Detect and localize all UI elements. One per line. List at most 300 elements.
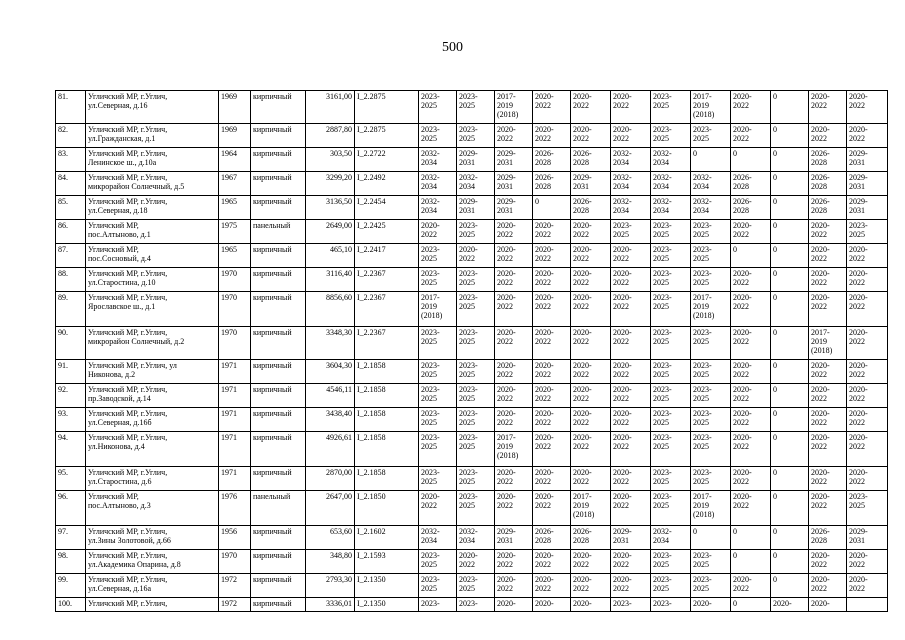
wall-material: кирпичный bbox=[251, 408, 306, 432]
term-col-9: 2020- 2022 bbox=[495, 574, 533, 598]
address: Угличский МР, г.Углич, ул.Старостина, д.10 bbox=[86, 268, 219, 292]
rating-code: I_2.1858 bbox=[355, 360, 419, 384]
term-col-15: 0 bbox=[731, 244, 771, 268]
term-col-15: 0 bbox=[731, 598, 771, 612]
term-col-8: 2023- 2025 bbox=[457, 432, 495, 467]
term-col-17: 2020- 2022 bbox=[809, 467, 847, 491]
term-col-17: 2020- 2022 bbox=[809, 384, 847, 408]
term-col-14: 2023- 2025 bbox=[691, 384, 731, 408]
term-col-11: 2020- 2022 bbox=[571, 467, 611, 491]
term-col-15: 2020- 2022 bbox=[731, 384, 771, 408]
term-col-14: 2023- 2025 bbox=[691, 574, 731, 598]
term-col-14: 2023- 2025 bbox=[691, 244, 731, 268]
row-number: 96. bbox=[56, 491, 86, 526]
year-built: 1976 bbox=[219, 491, 251, 526]
term-col-12: 2020- 2022 bbox=[611, 268, 651, 292]
term-col-15: 2020- 2022 bbox=[731, 220, 771, 244]
wall-material: панельный bbox=[251, 491, 306, 526]
term-col-18: 2020- 2022 bbox=[847, 432, 888, 467]
total-area: 3299,20 bbox=[306, 172, 355, 196]
term-col-18: 2020- 2022 bbox=[847, 91, 888, 124]
term-col-10: 2020- 2022 bbox=[533, 408, 571, 432]
table-row bbox=[56, 327, 888, 360]
term-col-15: 0 bbox=[731, 526, 771, 550]
term-col-13: 2023- 2025 bbox=[651, 408, 691, 432]
term-col-7: 2023- 2025 bbox=[419, 360, 457, 384]
term-col-7: 2017- 2019 (2018) bbox=[419, 292, 457, 327]
term-col-11: 2020- 2022 bbox=[571, 327, 611, 360]
total-area: 4546,11 bbox=[306, 384, 355, 408]
term-col-9: 2020- 2022 bbox=[495, 360, 533, 384]
row-number: 95. bbox=[56, 467, 86, 491]
term-col-13: 2023- 2025 bbox=[651, 292, 691, 327]
wall-material: кирпичный bbox=[251, 91, 306, 124]
term-col-11: 2029- 2031 bbox=[571, 172, 611, 196]
row-number: 82. bbox=[56, 124, 86, 148]
row-number: 94. bbox=[56, 432, 86, 467]
term-col-7: 2023- 2025 bbox=[419, 327, 457, 360]
total-area: 3161,00 bbox=[306, 91, 355, 124]
term-col-17: 2026- 2028 bbox=[809, 172, 847, 196]
term-col-8: 2023- 2025 bbox=[457, 574, 495, 598]
year-built: 1956 bbox=[219, 526, 251, 550]
term-col-10: 2020- 2022 bbox=[533, 574, 571, 598]
term-col-16: 0 bbox=[771, 268, 809, 292]
term-col-17: 2020- 2022 bbox=[809, 574, 847, 598]
rating-code: I_2.1858 bbox=[355, 432, 419, 467]
term-col-9: 2020- 2022 bbox=[495, 124, 533, 148]
term-col-15: 2020- 2022 bbox=[731, 360, 771, 384]
term-col-16: 0 bbox=[771, 172, 809, 196]
term-col-8: 2020- 2022 bbox=[457, 550, 495, 574]
term-col-12: 2023- bbox=[611, 598, 651, 612]
term-col-16: 0 bbox=[771, 526, 809, 550]
total-area: 3116,40 bbox=[306, 268, 355, 292]
term-col-12: 2029- 2031 bbox=[611, 526, 651, 550]
term-col-8: 2032- 2034 bbox=[457, 526, 495, 550]
term-col-18: 2020- 2022 bbox=[847, 384, 888, 408]
address: Угличский МР, г.Углич, ул.Старостина, д.6 bbox=[86, 467, 219, 491]
term-col-15: 2020- 2022 bbox=[731, 467, 771, 491]
address: Угличский МР, г.Углич, ул.Северная, д.16а bbox=[86, 574, 219, 598]
rating-code: I_2.1858 bbox=[355, 384, 419, 408]
term-col-7: 2020- 2022 bbox=[419, 220, 457, 244]
term-col-15: 2020- 2022 bbox=[731, 292, 771, 327]
term-col-9: 2020- 2022 bbox=[495, 408, 533, 432]
term-col-7: 2023- 2025 bbox=[419, 574, 457, 598]
rating-code: I_2.2722 bbox=[355, 148, 419, 172]
term-col-16: 0 bbox=[771, 148, 809, 172]
term-col-14: 2023- 2025 bbox=[691, 360, 731, 384]
term-col-15: 2020- 2022 bbox=[731, 491, 771, 526]
term-col-18: 2020- 2022 bbox=[847, 574, 888, 598]
page-number: 500 bbox=[442, 40, 463, 55]
term-col-13: 2023- 2025 bbox=[651, 491, 691, 526]
term-col-16: 2020- bbox=[771, 598, 809, 612]
term-col-9: 2029- 2031 bbox=[495, 526, 533, 550]
rating-code: I_2.2875 bbox=[355, 91, 419, 124]
term-col-10: 2020- 2022 bbox=[533, 432, 571, 467]
year-built: 1971 bbox=[219, 467, 251, 491]
term-col-16: 0 bbox=[771, 384, 809, 408]
term-col-9: 2020- 2022 bbox=[495, 220, 533, 244]
address: Угличский МР, г.Углич, микрорайон Солнечный, д.5 bbox=[86, 172, 219, 196]
row-number: 88. bbox=[56, 268, 86, 292]
term-col-17: 2020- 2022 bbox=[809, 124, 847, 148]
term-col-10: 2020- 2022 bbox=[533, 550, 571, 574]
year-built: 1971 bbox=[219, 408, 251, 432]
wall-material: панельный bbox=[251, 220, 306, 244]
housing-register-table bbox=[55, 90, 888, 612]
term-col-11: 2020- 2022 bbox=[571, 360, 611, 384]
total-area: 4926,61 bbox=[306, 432, 355, 467]
term-col-18: 2023- 2025 bbox=[847, 491, 888, 526]
total-area: 2647,00 bbox=[306, 491, 355, 526]
term-col-14: 2023- 2025 bbox=[691, 220, 731, 244]
term-col-9: 2017- 2019 (2018) bbox=[495, 91, 533, 124]
table-row bbox=[56, 526, 888, 550]
term-col-11: 2026- 2028 bbox=[571, 526, 611, 550]
term-col-17: 2026- 2028 bbox=[809, 526, 847, 550]
row-number: 92. bbox=[56, 384, 86, 408]
rating-code: I_2.2367 bbox=[355, 327, 419, 360]
row-number: 97. bbox=[56, 526, 86, 550]
term-col-13: 2023- 2025 bbox=[651, 220, 691, 244]
term-col-15: 2020- 2022 bbox=[731, 327, 771, 360]
address: Угличский МР, пос.Алтыново, д.1 bbox=[86, 220, 219, 244]
term-col-10: 2020- 2022 bbox=[533, 491, 571, 526]
term-col-12: 2032- 2034 bbox=[611, 172, 651, 196]
term-col-18: 2029- 2031 bbox=[847, 172, 888, 196]
wall-material: кирпичный bbox=[251, 196, 306, 220]
term-col-15: 2020- 2022 bbox=[731, 124, 771, 148]
term-col-16: 0 bbox=[771, 550, 809, 574]
year-built: 1970 bbox=[219, 268, 251, 292]
term-col-8: 2023- 2025 bbox=[457, 220, 495, 244]
term-col-14: 2017- 2019 (2018) bbox=[691, 292, 731, 327]
term-col-12: 2020- 2022 bbox=[611, 574, 651, 598]
address: Угличский МР, г.Углич, ул.Академика Опарина, д.8 bbox=[86, 550, 219, 574]
term-col-13: 2023- 2025 bbox=[651, 432, 691, 467]
total-area: 3604,30 bbox=[306, 360, 355, 384]
term-col-11: 2020- 2022 bbox=[571, 220, 611, 244]
rating-code: I_2.2492 bbox=[355, 172, 419, 196]
term-col-12: 2020- 2022 bbox=[611, 327, 651, 360]
year-built: 1975 bbox=[219, 220, 251, 244]
term-col-11: 2020- 2022 bbox=[571, 408, 611, 432]
total-area: 2870,00 bbox=[306, 467, 355, 491]
term-col-12: 2020- 2022 bbox=[611, 467, 651, 491]
term-col-7: 2023- 2025 bbox=[419, 124, 457, 148]
term-col-12: 2032- 2034 bbox=[611, 196, 651, 220]
address: Угличский МР, пос.Сосновый, д.4 bbox=[86, 244, 219, 268]
rating-code: I_2.2875 bbox=[355, 124, 419, 148]
row-number: 98. bbox=[56, 550, 86, 574]
wall-material: кирпичный bbox=[251, 292, 306, 327]
term-col-12: 2020- 2022 bbox=[611, 292, 651, 327]
term-col-18: 2020- 2022 bbox=[847, 360, 888, 384]
table-row bbox=[56, 124, 888, 148]
total-area: 3336,01 bbox=[306, 598, 355, 612]
term-col-11: 2020- 2022 bbox=[571, 91, 611, 124]
term-col-7: 2023- 2025 bbox=[419, 384, 457, 408]
term-col-13: 2023- 2025 bbox=[651, 550, 691, 574]
table-row bbox=[56, 196, 888, 220]
year-built: 1970 bbox=[219, 292, 251, 327]
rating-code: I_2.2367 bbox=[355, 292, 419, 327]
wall-material: кирпичный bbox=[251, 526, 306, 550]
term-col-16: 0 bbox=[771, 574, 809, 598]
address: Угличский МР, г.Углич, ул.Северная, д.16 bbox=[86, 91, 219, 124]
wall-material: кирпичный bbox=[251, 550, 306, 574]
term-col-8: 2020- 2022 bbox=[457, 244, 495, 268]
address: Угличский МР, г.Углич, микрорайон Солнечный, д.2 bbox=[86, 327, 219, 360]
term-col-14: 2023- 2025 bbox=[691, 467, 731, 491]
term-col-13: 2023- 2025 bbox=[651, 244, 691, 268]
term-col-12: 2032- 2034 bbox=[611, 148, 651, 172]
table-row bbox=[56, 148, 888, 172]
total-area: 3136,50 bbox=[306, 196, 355, 220]
total-area: 348,80 bbox=[306, 550, 355, 574]
term-col-12: 2020- 2022 bbox=[611, 550, 651, 574]
year-built: 1965 bbox=[219, 196, 251, 220]
term-col-18: 2029- 2031 bbox=[847, 148, 888, 172]
term-col-18: 2020- 2022 bbox=[847, 292, 888, 327]
term-col-7: 2020- 2022 bbox=[419, 491, 457, 526]
term-col-9: 2029- 2031 bbox=[495, 148, 533, 172]
term-col-8: 2023- bbox=[457, 598, 495, 612]
term-col-10: 2020- 2022 bbox=[533, 91, 571, 124]
address: Угличский МР, г.Углич, Ярославское ш., д.1 bbox=[86, 292, 219, 327]
term-col-9: 2020- bbox=[495, 598, 533, 612]
term-col-10: 2020- 2022 bbox=[533, 124, 571, 148]
term-col-18: 2020- 2022 bbox=[847, 268, 888, 292]
year-built: 1971 bbox=[219, 360, 251, 384]
term-col-16: 0 bbox=[771, 360, 809, 384]
term-col-11: 2020- 2022 bbox=[571, 384, 611, 408]
term-col-18: 2023- 2025 bbox=[847, 220, 888, 244]
row-number: 91. bbox=[56, 360, 86, 384]
table-row bbox=[56, 268, 888, 292]
term-col-15: 0 bbox=[731, 148, 771, 172]
table-row bbox=[56, 172, 888, 196]
wall-material: кирпичный bbox=[251, 124, 306, 148]
table-row bbox=[56, 220, 888, 244]
wall-material: кирпичный bbox=[251, 172, 306, 196]
table-row bbox=[56, 292, 888, 327]
term-col-14: 0 bbox=[691, 526, 731, 550]
term-col-11: 2017- 2019 (2018) bbox=[571, 491, 611, 526]
term-col-16: 0 bbox=[771, 432, 809, 467]
term-col-16: 0 bbox=[771, 491, 809, 526]
term-col-9: 2020- 2022 bbox=[495, 550, 533, 574]
table-body bbox=[56, 91, 888, 612]
table-row bbox=[56, 550, 888, 574]
wall-material: кирпичный bbox=[251, 244, 306, 268]
term-col-15: 2026- 2028 bbox=[731, 172, 771, 196]
term-col-13: 2032- 2034 bbox=[651, 196, 691, 220]
term-col-17: 2020- 2022 bbox=[809, 432, 847, 467]
year-built: 1969 bbox=[219, 91, 251, 124]
term-col-15: 2020- 2022 bbox=[731, 574, 771, 598]
term-col-15: 2020- 2022 bbox=[731, 91, 771, 124]
term-col-10: 2020- 2022 bbox=[533, 360, 571, 384]
term-col-17: 2020- 2022 bbox=[809, 244, 847, 268]
table-row bbox=[56, 408, 888, 432]
term-col-17: 2020- 2022 bbox=[809, 268, 847, 292]
term-col-13: 2023- 2025 bbox=[651, 360, 691, 384]
address: Угличский МР, пос.Алтыново, д.3 bbox=[86, 491, 219, 526]
term-col-13: 2032- 2034 bbox=[651, 526, 691, 550]
year-built: 1965 bbox=[219, 244, 251, 268]
term-col-17: 2020- 2022 bbox=[809, 220, 847, 244]
term-col-18: 2029- 2031 bbox=[847, 526, 888, 550]
term-col-7: 2023- 2025 bbox=[419, 550, 457, 574]
term-col-9: 2020- 2022 bbox=[495, 268, 533, 292]
address: Угличский МР, г.Углич, ул.Северная, д.18 bbox=[86, 196, 219, 220]
term-col-17: 2026- 2028 bbox=[809, 148, 847, 172]
term-col-11: 2020- 2022 bbox=[571, 268, 611, 292]
term-col-17: 2020- 2022 bbox=[809, 550, 847, 574]
table-row bbox=[56, 244, 888, 268]
wall-material: кирпичный bbox=[251, 360, 306, 384]
year-built: 1970 bbox=[219, 327, 251, 360]
rating-code: I_2.2425 bbox=[355, 220, 419, 244]
term-col-9: 2020- 2022 bbox=[495, 384, 533, 408]
term-col-17: 2020- 2022 bbox=[809, 292, 847, 327]
term-col-12: 2020- 2022 bbox=[611, 91, 651, 124]
year-built: 1970 bbox=[219, 550, 251, 574]
term-col-16: 0 bbox=[771, 408, 809, 432]
term-col-18: 2020- 2022 bbox=[847, 244, 888, 268]
total-area: 465,10 bbox=[306, 244, 355, 268]
year-built: 1971 bbox=[219, 432, 251, 467]
table-row bbox=[56, 467, 888, 491]
wall-material: кирпичный bbox=[251, 467, 306, 491]
wall-material: кирпичный bbox=[251, 327, 306, 360]
term-col-9: 2029- 2031 bbox=[495, 196, 533, 220]
table-row bbox=[56, 432, 888, 467]
term-col-9: 2017- 2019 (2018) bbox=[495, 432, 533, 467]
term-col-7: 2023- 2025 bbox=[419, 91, 457, 124]
term-col-17: 2020- 2022 bbox=[809, 91, 847, 124]
table-row bbox=[56, 598, 888, 612]
rating-code: I_2.1850 bbox=[355, 491, 419, 526]
term-col-7: 2023- 2025 bbox=[419, 268, 457, 292]
term-col-16: 0 bbox=[771, 220, 809, 244]
rating-code: I_2.2417 bbox=[355, 244, 419, 268]
term-col-17: 2020- 2022 bbox=[809, 408, 847, 432]
rating-code: I_2.2367 bbox=[355, 268, 419, 292]
term-col-18: 2020- 2022 bbox=[847, 124, 888, 148]
term-col-18 bbox=[847, 598, 888, 612]
term-col-7: 2032- 2034 bbox=[419, 526, 457, 550]
term-col-9: 2020- 2022 bbox=[495, 244, 533, 268]
term-col-14: 2023- 2025 bbox=[691, 268, 731, 292]
rating-code: I_2.1858 bbox=[355, 408, 419, 432]
term-col-7: 2023- 2025 bbox=[419, 244, 457, 268]
term-col-17: 2020- bbox=[809, 598, 847, 612]
rating-code: I_2.1858 bbox=[355, 467, 419, 491]
row-number: 87. bbox=[56, 244, 86, 268]
address: Угличский МР, г.Углич, пр.Заводской, д.14 bbox=[86, 384, 219, 408]
row-number: 84. bbox=[56, 172, 86, 196]
total-area: 3438,40 bbox=[306, 408, 355, 432]
term-col-13: 2023- 2025 bbox=[651, 327, 691, 360]
table-row bbox=[56, 91, 888, 124]
rating-code: I_2.1350 bbox=[355, 598, 419, 612]
rating-code: I_2.2454 bbox=[355, 196, 419, 220]
wall-material: кирпичный bbox=[251, 384, 306, 408]
term-col-11: 2026- 2028 bbox=[571, 196, 611, 220]
term-col-18: 2029- 2031 bbox=[847, 196, 888, 220]
row-number: 89. bbox=[56, 292, 86, 327]
term-col-16: 0 bbox=[771, 327, 809, 360]
term-col-10: 2020- 2022 bbox=[533, 244, 571, 268]
term-col-14: 2020- bbox=[691, 598, 731, 612]
rating-code: I_2.1602 bbox=[355, 526, 419, 550]
term-col-14: 2017- 2019 (2018) bbox=[691, 491, 731, 526]
term-col-10: 2026- 2028 bbox=[533, 148, 571, 172]
term-col-14: 0 bbox=[691, 148, 731, 172]
term-col-16: 0 bbox=[771, 292, 809, 327]
total-area: 2887,80 bbox=[306, 124, 355, 148]
term-col-10: 2026- 2028 bbox=[533, 526, 571, 550]
rating-code: I_2.1350 bbox=[355, 574, 419, 598]
term-col-7: 2032- 2034 bbox=[419, 172, 457, 196]
total-area: 653,60 bbox=[306, 526, 355, 550]
table-row bbox=[56, 491, 888, 526]
term-col-11: 2020- bbox=[571, 598, 611, 612]
term-col-8: 2023- 2025 bbox=[457, 292, 495, 327]
term-col-15: 2026- 2028 bbox=[731, 196, 771, 220]
total-area: 2793,30 bbox=[306, 574, 355, 598]
wall-material: кирпичный bbox=[251, 268, 306, 292]
term-col-14: 2023- 2025 bbox=[691, 550, 731, 574]
term-col-18: 2020- 2022 bbox=[847, 467, 888, 491]
address: Угличский МР, г.Углич, ул.Северная, д.16б bbox=[86, 408, 219, 432]
row-number: 86. bbox=[56, 220, 86, 244]
term-col-8: 2023- 2025 bbox=[457, 124, 495, 148]
row-number: 99. bbox=[56, 574, 86, 598]
address: Угличский МР, г.Углич, Ленинское ш., д.10а bbox=[86, 148, 219, 172]
year-built: 1964 bbox=[219, 148, 251, 172]
term-col-8: 2023- 2025 bbox=[457, 491, 495, 526]
address: Угличский МР, г.Углич, bbox=[86, 598, 219, 612]
term-col-10: 2020- bbox=[533, 598, 571, 612]
row-number: 93. bbox=[56, 408, 86, 432]
term-col-16: 0 bbox=[771, 467, 809, 491]
term-col-13: 2023- 2025 bbox=[651, 268, 691, 292]
term-col-8: 2023- 2025 bbox=[457, 91, 495, 124]
term-col-9: 2029- 2031 bbox=[495, 172, 533, 196]
term-col-17: 2026- 2028 bbox=[809, 196, 847, 220]
term-col-10: 2020- 2022 bbox=[533, 268, 571, 292]
term-col-9: 2020- 2022 bbox=[495, 467, 533, 491]
row-number: 81. bbox=[56, 91, 86, 124]
term-col-13: 2023- bbox=[651, 598, 691, 612]
term-col-11: 2020- 2022 bbox=[571, 292, 611, 327]
term-col-12: 2020- 2022 bbox=[611, 491, 651, 526]
term-col-7: 2023- 2025 bbox=[419, 467, 457, 491]
year-built: 1972 bbox=[219, 598, 251, 612]
term-col-10: 2020- 2022 bbox=[533, 467, 571, 491]
term-col-15: 2020- 2022 bbox=[731, 408, 771, 432]
term-col-15: 2020- 2022 bbox=[731, 432, 771, 467]
term-col-13: 2023- 2025 bbox=[651, 467, 691, 491]
term-col-13: 2023- 2025 bbox=[651, 574, 691, 598]
term-col-10: 2020- 2022 bbox=[533, 292, 571, 327]
